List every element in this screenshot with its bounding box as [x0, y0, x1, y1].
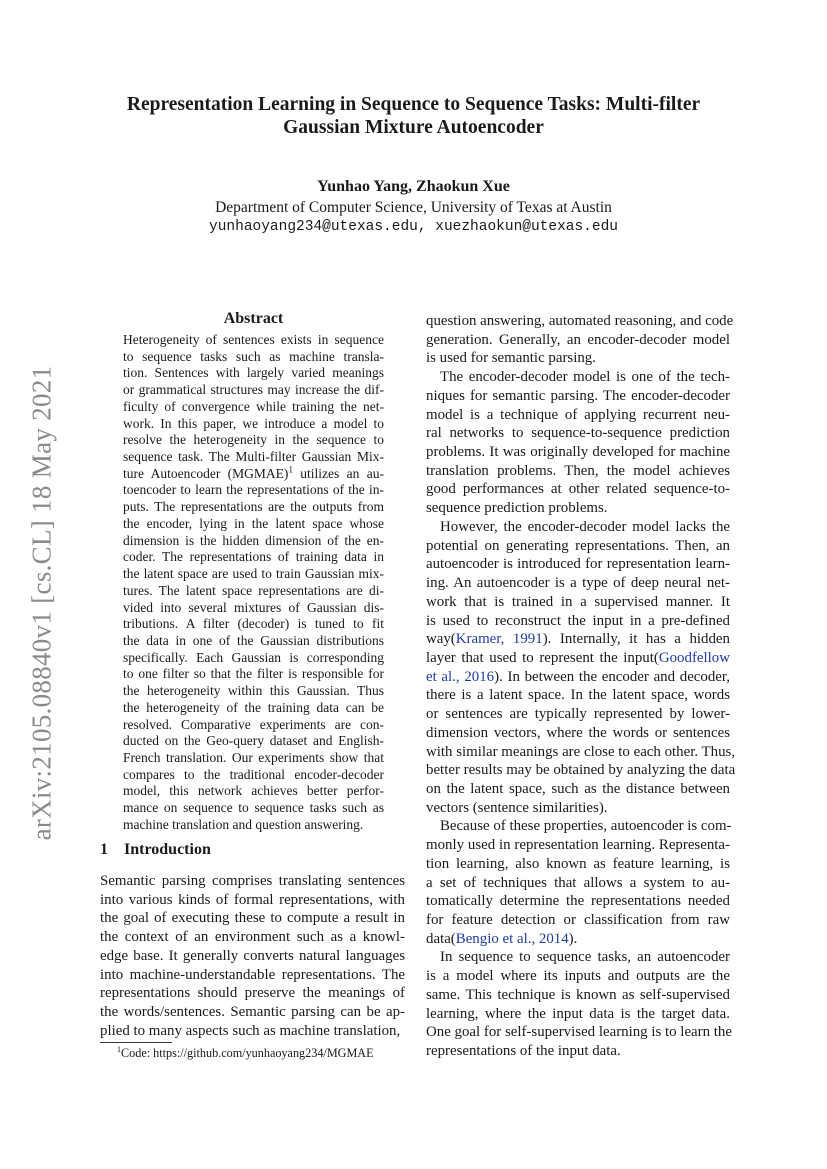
text-line: the latent space are used to train Gaussian mix-: [123, 566, 384, 582]
citation-link[interactable]: Kramer, 1991: [455, 631, 543, 648]
text-line: tributions. A filter (decoder) is tuned to fit: [123, 616, 384, 632]
text-line: ducted on the Geo-query dataset and English-: [123, 733, 384, 749]
text-line: work. In this paper, we introduce a model to: [123, 415, 384, 431]
text-segment: ). Internally, it has a hidden: [542, 631, 730, 648]
text-line: vectors (sentence similarities).: [426, 799, 608, 816]
text-line: plied to many aspects such as machine translation,: [100, 1022, 401, 1039]
text-line: resolved. Comparative experiments are con-: [123, 716, 384, 732]
citation-link[interactable]: Goodfellow: [658, 649, 730, 666]
text-line: [426, 630, 730, 649]
text-line: for feature detection or classification from raw: [426, 912, 730, 928]
text-segment: ). In between the encoder and decoder,: [494, 668, 731, 685]
footnote-text: Code: https://github.com/yunhaoyang234/MGMAE: [121, 1046, 374, 1060]
text-line: with similar meanings are close to each other. Thus,: [426, 743, 736, 760]
text-line: Because of these properties, autoencoder is com-: [440, 818, 732, 835]
text-line: tomatically determine the representations needed: [426, 893, 730, 910]
text-line: specifically. Each Gaussian is corresponding: [123, 649, 384, 665]
citation-link[interactable]: et al., 2016: [426, 668, 495, 685]
text-line: In sequence to sequence tasks, an autoencoder: [440, 949, 730, 966]
text-line: to one filter so that the filter is responsible for: [123, 666, 384, 682]
footnote: [117, 1046, 374, 1061]
text-line: is used to reconstruct the input in a pre-defined: [426, 612, 730, 629]
text-line: on the latent space, such as the distance between: [426, 780, 730, 797]
text-line: learning, where the input data is the target data.: [426, 1005, 730, 1022]
text-line: autoencoder is introduced for representation learn-: [426, 556, 730, 573]
text-line: compares to the traditional encoder-decoder: [123, 766, 384, 782]
text-line: to sequence tasks such as machine transla-: [123, 348, 384, 364]
text-line: puts. The representations are the outputs from: [123, 499, 384, 515]
text-line: edge base. It generally converts natural languages: [100, 947, 405, 964]
text-line: the goal of executing these to compute a result in: [100, 910, 405, 927]
introduction-body: [100, 872, 405, 1040]
text-line: tion learning, also known as feature learning, is: [426, 855, 730, 872]
text-line: generation. Generally, an encoder-decoder model: [426, 331, 730, 348]
authors: Yunhao Yang, Zhaokun Xue: [317, 178, 510, 195]
section-number: 1: [100, 841, 108, 858]
text-line: [426, 668, 730, 687]
text-line: the heterogeneity of the training data can be: [123, 699, 384, 715]
footnote-ref: 1: [288, 464, 293, 475]
text-line: the context of an environment such as a knowl-: [100, 929, 405, 946]
text-line: or grammatical structures may increase the dif-: [123, 382, 384, 398]
text-line: machine translation and question answering.: [123, 816, 364, 832]
text-line: The encoder-decoder model is one of the tech-: [440, 369, 730, 386]
text-line: the words/sentences. Semantic parsing can be ap-: [100, 1004, 405, 1021]
text-line: dimension vectors, where the words or sentences: [426, 724, 730, 741]
text-line: French translation. Our experiments show that: [123, 749, 384, 765]
footnote-rule: [100, 1042, 172, 1043]
text-segment: ture Autoencoder (MGMAE): [123, 465, 289, 481]
text-line: ficulty of convergence while training the net-: [123, 398, 384, 414]
text-line: into machine-understandable representations. The: [100, 966, 405, 983]
text-line: coder. The representations of training data in: [123, 549, 384, 565]
text-segment: utilizes an au-: [292, 465, 384, 481]
text-line: resolve the heterogeneity in the sequence to: [123, 432, 384, 448]
text-segment: data(: [426, 930, 456, 947]
text-line: sequence prediction problems.: [426, 500, 608, 517]
text-line: However, the encoder-decoder model lacks the: [440, 518, 730, 535]
text-line: mance on sequence to sequence tasks such as: [123, 800, 384, 816]
text-line: a set of techniques that allows a system to au-: [426, 874, 730, 891]
text-line: good performances at other related sequence-to-: [426, 481, 730, 498]
text-line: Semantic parsing comprises translating sentences: [100, 873, 405, 889]
text-line: there is a latent space. In the latent space, words: [426, 687, 730, 704]
text-line: the encoder, lying in the latent space whose: [123, 515, 384, 531]
text-line: is used for semantic parsing.: [426, 350, 596, 367]
text-line: into various kinds of formal representations, with: [100, 891, 405, 908]
text-line: monly used in representation learning. Representa-: [426, 837, 730, 854]
text-line: ral networks to sequence-to-sequence prediction: [426, 425, 730, 442]
affiliation: Department of Computer Science, University of Texas at Austin: [215, 199, 612, 216]
title-line: Gaussian Mixture Autoencoder: [283, 117, 544, 138]
text-line: dimension is the hidden dimension of the en-: [123, 532, 384, 548]
abstract-heading: Abstract: [223, 310, 284, 327]
text-line: potential on generating representations. Then, an: [426, 537, 730, 554]
text-line: vided into several mixtures of Gaussian dis-: [123, 599, 384, 615]
text-segment: layer that used to represent the input(: [426, 649, 659, 666]
text-line: Heterogeneity of sentences exists in sequence: [123, 332, 384, 347]
text-line: work that is trained in a supervised manner. It: [426, 593, 730, 610]
text-line: representations should preserve the meanings of: [100, 985, 405, 1002]
text-line: translation problems. Then, the model achieves: [426, 462, 730, 479]
text-line: [426, 930, 730, 949]
text-line: sequence task. The Multi-filter Gaussian Mix-: [123, 449, 384, 465]
text-line: question answering, automated reasoning, and code: [426, 313, 734, 329]
text-line: tures. The latent space representations are di-: [123, 582, 384, 598]
section-heading-introduction: [100, 841, 211, 859]
text-line: [426, 649, 730, 668]
text-segment: way(: [426, 631, 456, 648]
text-line: is a model where its inputs and outputs are the: [426, 968, 730, 985]
text-line: ing. An autoencoder is a type of deep neural net-: [426, 575, 730, 592]
text-line: problems. It was originally developed for machine: [426, 444, 730, 461]
citation-link[interactable]: Bengio et al., 2014: [455, 930, 569, 947]
title-line: Representation Learning in Sequence to Sequence Tasks: Multi-filter: [126, 94, 701, 115]
text-line: niques for semantic parsing. The encoder-decoder: [426, 387, 730, 404]
arxiv-stamp: arXiv:2105.08840v1 [cs.CL] 18 May 2021: [26, 365, 57, 841]
text-line: model, this network achieves better perfor-: [123, 783, 384, 799]
text-line: the data in one of the Gaussian distributions: [123, 632, 384, 648]
author-emails: yunhaoyang234@utexas.edu, xuezhaokun@utexas.edu: [209, 219, 618, 235]
text-line: tion. Sentences with largely varied meanings: [123, 365, 384, 381]
footnote-mark: 1: [117, 1044, 121, 1054]
text-line: the heterogeneity within this Gaussian. Thus: [123, 683, 384, 699]
text-line: [123, 466, 384, 483]
text-line: model is a technique of applying recurrent neu-: [426, 406, 730, 423]
text-line: or sentences are typically represented by lower-: [426, 706, 730, 723]
text-line: representations of the input data.: [426, 1043, 621, 1060]
right-column-body: [426, 312, 736, 1061]
text-line: better results may be obtained by analyzing the data: [426, 762, 736, 779]
section-title: Introduction: [124, 841, 211, 858]
text-line: same. This technique is known as self-supervised: [426, 986, 730, 1003]
text-line: One goal for self-supervised learning is to learn the: [426, 1024, 732, 1041]
abstract-body: [123, 332, 384, 834]
paper-title: [0, 93, 827, 139]
text-line: toencoder to learn the representations of the in-: [123, 482, 384, 498]
text-segment: ).: [568, 930, 578, 947]
